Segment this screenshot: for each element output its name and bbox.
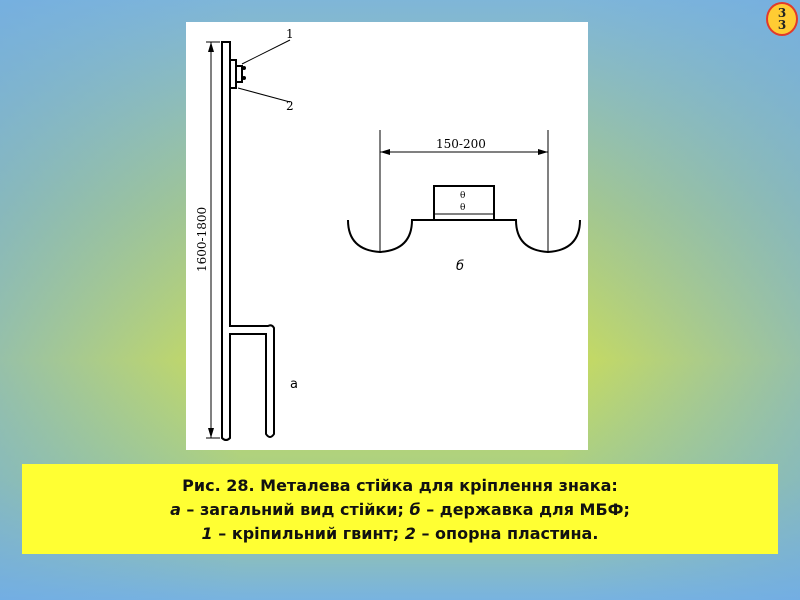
caption-line-2: а – загальний вид стійки; б – державка для МБФ; <box>170 500 630 519</box>
slide-number-badge: 33 <box>766 2 798 36</box>
leader-line-1 <box>242 40 290 64</box>
post-outline <box>222 42 274 440</box>
height-dimension-label: 1600-1800 <box>195 206 209 272</box>
drawing-svg <box>186 22 588 450</box>
callout-1-label: 1 <box>286 27 294 41</box>
arrow-left-icon <box>380 149 390 155</box>
svg-text:θ: θ <box>460 203 466 213</box>
callout-2-label: 2 <box>286 99 294 113</box>
caption-line-3: 1 – кріпильний гвинт; 2 – опорна пластина. <box>201 524 599 543</box>
leader-line-2 <box>238 88 290 102</box>
figure-caption <box>22 464 778 554</box>
caption-line-1: Рис. 28. Металева стійка для кріплення знака: <box>182 476 618 495</box>
fixing-screw <box>236 66 242 82</box>
arrow-right-icon <box>538 149 548 155</box>
svg-text:θ: θ <box>460 191 466 201</box>
technical-drawing <box>186 22 588 450</box>
arrow-top-icon <box>208 42 214 52</box>
view-b-label: б <box>456 259 465 274</box>
arrow-bottom-icon <box>208 428 214 438</box>
view-a-label: а <box>290 377 298 392</box>
width-dimension-label: 150-200 <box>436 137 486 151</box>
